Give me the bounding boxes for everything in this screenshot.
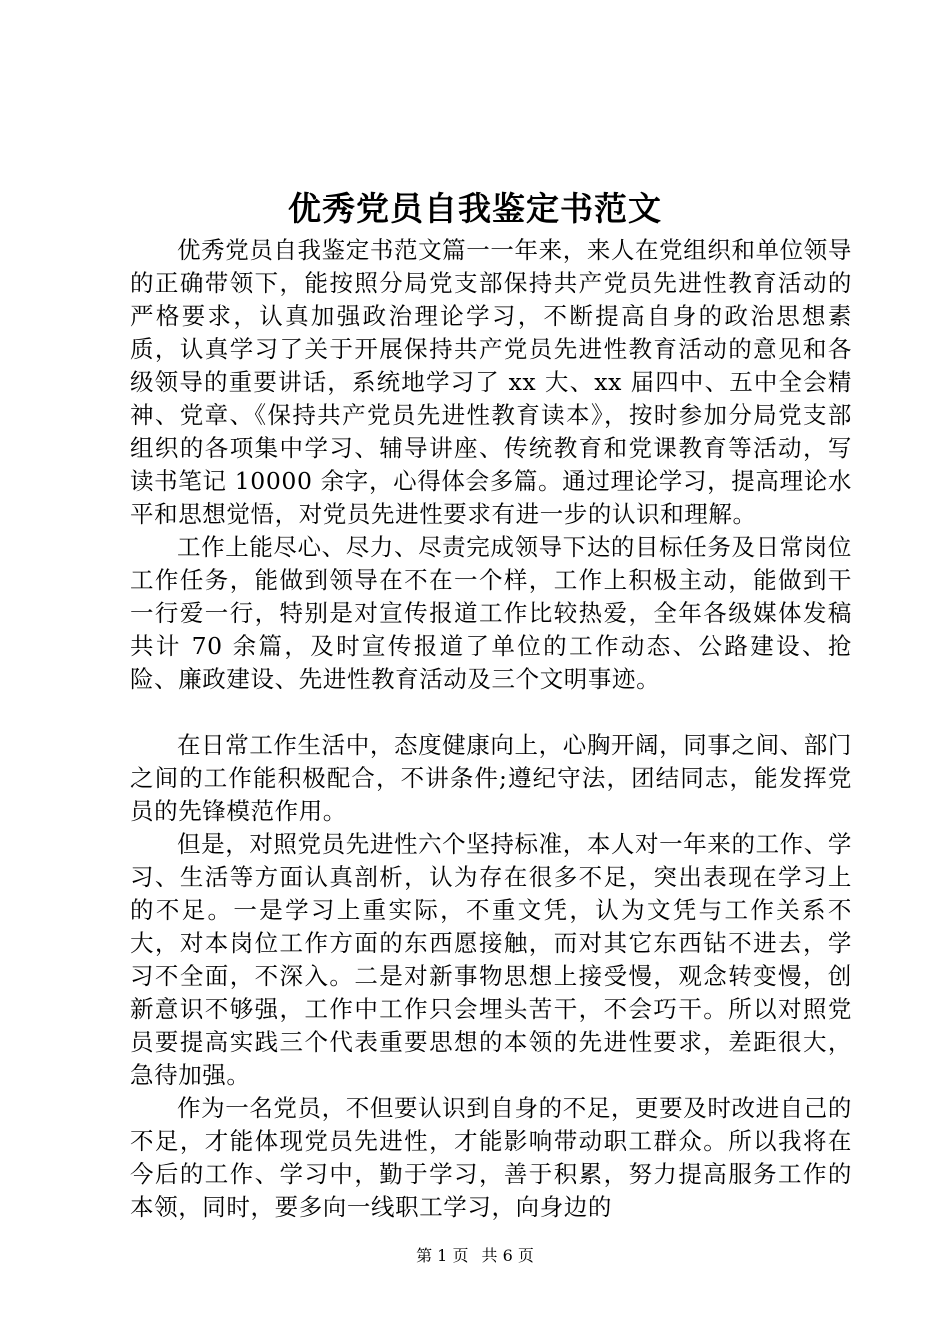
page-total: 共 6 页 xyxy=(481,1246,534,1265)
paragraph: 工作上能尽心、尽力、尽责完成领导下达的目标任务及日常岗位工作任务，能做到领导在不在一个样，工作上积极主动，能做到干一行爱一行，特别是对宣传报道工作比较热爱，全年各级媒体发稿共计 70 余篇，及时宣传报道了单位的工作动态、公路建设、抢险、廉政建设、先进性教育活动及三个文明事迹。 xyxy=(130,533,852,693)
document-body xyxy=(130,234,852,1224)
page-footer xyxy=(0,1244,950,1268)
paragraph: 但是，对照党员先进性六个坚持标准，本人对一年来的工作、学习、生活等方面认真剖析，认为存在很多不足，突出表现在学习上的不足。一是学习上重实际，不重文凭，认为文凭与工作关系不大，对本岗位工作方面的东西愿接触，而对其它东西钻不进去，学习不全面，不深入。二是对新事物思想上接受慢，观念转变慢，创新意识不够强，工作中工作只会埋头苦干，不会巧干。所以对照党员要提高实践三个代表重要思想的本领的先进性要求，差距很大，急待加强。 xyxy=(130,830,852,1089)
paragraph: 优秀党员自我鉴定书范文篇一一年来，来人在党组织和单位领导的正确带领下，能按照分局党支部保持共产党员先进性教育活动的严格要求，认真加强政治理论学习，不断提高自身的政治思想素质，认真学习了关于开展保持共产党员先进性教育活动的意见和各级领导的重要讲话，系统地学习了 xx 大、xx 届四中、五中全会精神、党章、《保持共产党员先进性教育读本》，按时参加分局党支部组织的各项集中学习、辅导讲座、传统教育和党课教育等活动，写读书笔记 10000 余字，心得体会多篇。通过理论学习，提高理论水平和思想觉悟，对党员先进性要求有进一步的认识和理解。 xyxy=(130,236,852,528)
page-number: 第 1 页 xyxy=(416,1246,469,1265)
document-title: 优秀党员自我鉴定书范文 xyxy=(288,189,662,228)
paragraph: 作为一名党员，不但要认识到自身的不足，更要及时改进自己的不足，才能体现党员先进性，才能影响带动职工群众。所以我将在今后的工作、学习中，勤于学习，善于积累，努力提高服务工作的本领，同时，要多向一线职工学习，向身边的 xyxy=(130,1094,852,1221)
paragraph: 在日常工作生活中，态度健康向上，心胸开阔，同事之间、部门之间的工作能积极配合，不讲条件;遵纪守法，团结同志，能发挥党员的先锋模范作用。 xyxy=(130,731,852,825)
